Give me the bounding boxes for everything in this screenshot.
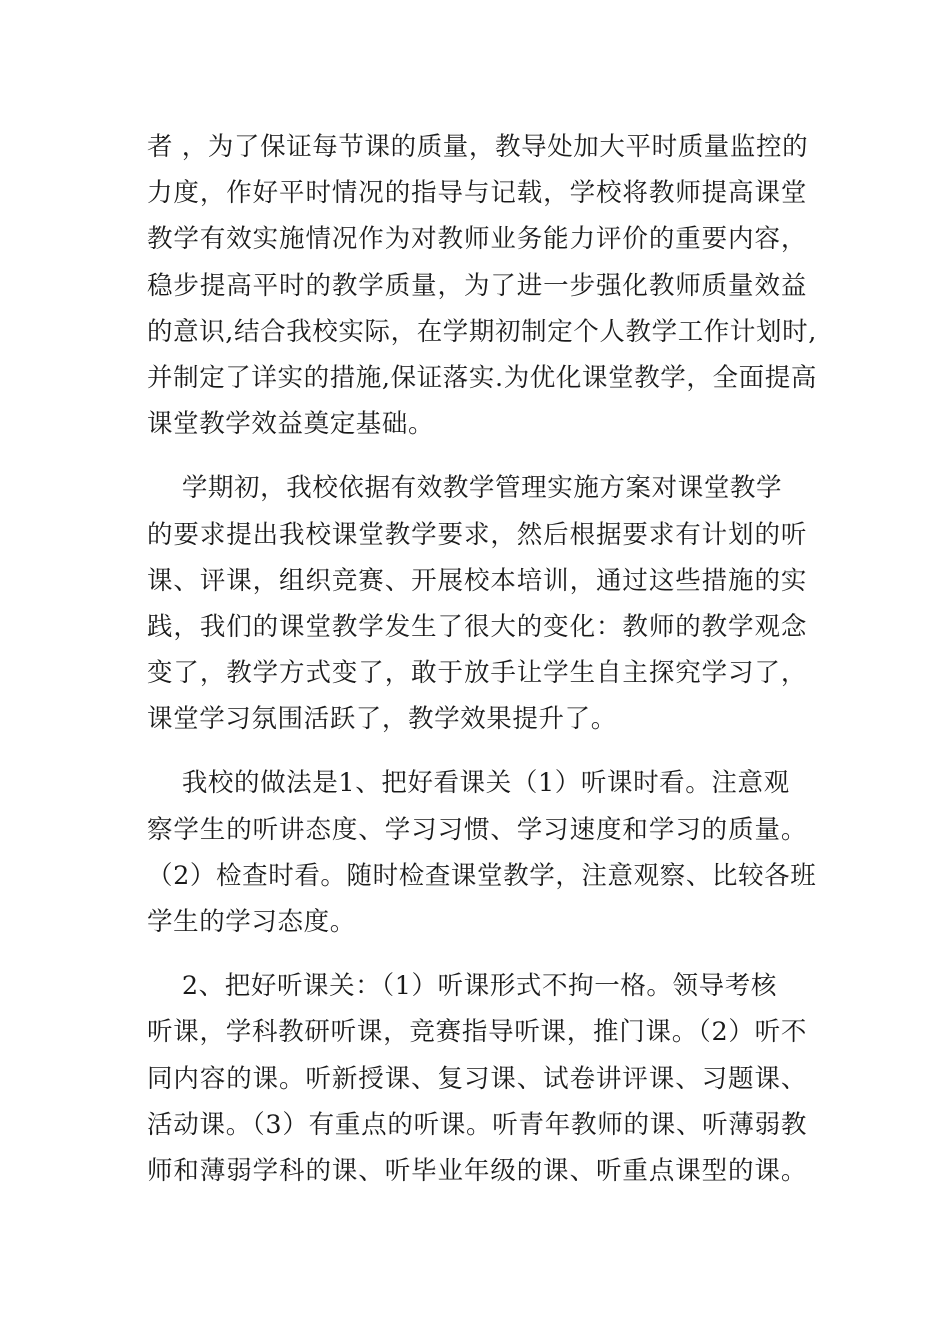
text-line: 活动课。（3）有重点的听课。听青年教师的课、听薄弱教 xyxy=(147,1109,807,1140)
text-line: 课、评课，组织竞赛、开展校本培训，通过这些措施的实 xyxy=(147,565,807,596)
text-line: 的意识,结合我校实际，在学期初制定个人教学工作计划时, xyxy=(147,316,817,347)
text-line: 稳步提高平时的教学质量，为了进一步强化教师质量效益 xyxy=(147,270,807,301)
text-line: 课堂学习氛围活跃了，教学效果提升了。 xyxy=(147,704,617,735)
text-line: 学生的学习态度。 xyxy=(147,907,356,937)
document-body xyxy=(147,124,817,1194)
paragraph-2 xyxy=(147,465,807,742)
text-line: 学期初，我校依据有效教学管理实施方案对课堂教学 xyxy=(147,473,783,504)
text-line: 的要求提出我校课堂教学要求，然后根据要求有计划的听 xyxy=(147,519,807,550)
text-line: 力度，作好平时情况的指导与记载，学校将教师提高课堂 xyxy=(147,178,807,209)
text-line: 同内容的课。听新授课、复习课、试卷讲评课、习题课、 xyxy=(147,1063,807,1094)
paragraph-1 xyxy=(147,124,817,447)
text-line: （2）检查时看。随时检查课堂教学，注意观察、比较各班 xyxy=(147,860,817,891)
paragraph-gap xyxy=(147,447,807,465)
paragraph-4 xyxy=(147,963,807,1194)
text-line: 师和薄弱学科的课、听毕业年级的课、听重点课型的课。 xyxy=(147,1155,807,1186)
text-line: 察学生的听讲态度、学习习惯、学习速度和学习的质量。 xyxy=(147,814,807,845)
text-line: 听课，学科教研听课，竞赛指导听课，推门课。（2）听不 xyxy=(147,1017,807,1048)
text-line: 变了，教学方式变了，敢于放手让学生自主探究学习了， xyxy=(147,658,807,689)
text-line: 2、把好听课关：（1）听课形式不拘一格。领导考核 xyxy=(147,971,777,1002)
text-line: 课堂教学效益奠定基础。 xyxy=(147,409,435,440)
text-line: 教学有效实施情况作为对教师业务能力评价的重要内容， xyxy=(147,224,807,255)
paragraph-3 xyxy=(147,760,817,945)
text-line: 并制定了详实的措施,保证落实.为优化课堂教学，全面提高 xyxy=(147,362,817,393)
text-line: 践，我们的课堂教学发生了很大的变化：教师的教学观念 xyxy=(147,611,807,642)
paragraph-gap xyxy=(147,742,807,760)
text-line: 我校的做法是1、把好看课关（1）听课时看。注意观 xyxy=(147,768,790,799)
text-line: 者 ，为了保证每节课的质量，教导处加大平时质量监控的 xyxy=(147,132,809,162)
paragraph-gap xyxy=(147,945,807,963)
